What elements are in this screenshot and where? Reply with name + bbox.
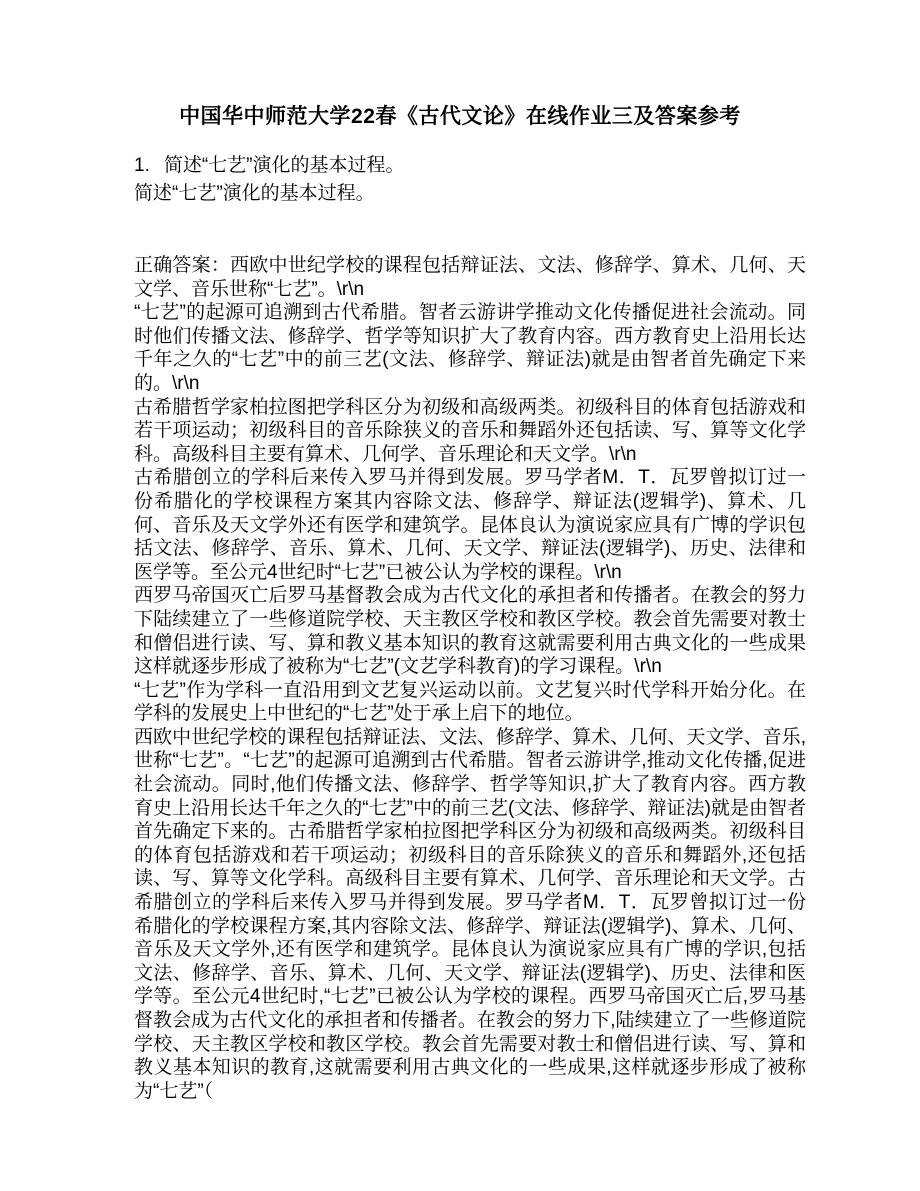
answer-paragraph: “七艺”作为学科一直沿用到文艺复兴运动以前。文艺复兴时代学科开始分化。在学科的发展史上中世纪的“七艺”处于承上启下的地位。 bbox=[134, 679, 806, 725]
answer-paragraph: “七艺”的起源可追溯到古代希腊。智者云游讲学推动文化传播促进社会流动。同时他们传播文法、修辞学、哲学等知识扩大了教育内容。西方教育史上沿用长达千年之久的“七艺”中的前三艺(文法、修辞学、辩证法)就是由智者首先确定下来的。\r\n bbox=[134, 302, 806, 394]
question-text: 简述“七艺”演化的基本过程。 bbox=[163, 155, 405, 176]
question-number: 1. bbox=[134, 155, 150, 176]
page-title: 中国华中师范大学22春《古代文论》在线作业三及答案参考 bbox=[179, 105, 741, 128]
answer-paragraph: 古希腊创立的学科后来传入罗马并得到发展。罗马学者M．T．瓦罗曾拟订过一份希腊化的学校课程方案其内容除文法、修辞学、辩证法(逻辑学)、算术、几何、音乐及天文学外还有医学和建筑学。昆体良认为演说家应具有广博的学识包括文法、修辞学、音乐、算术、几何、天文学、辩证法(逻辑学)、历史、法律和医学等。至公元4世纪时“七艺”已被公认为学校的课程。\r\n bbox=[134, 467, 806, 583]
question-repeat-line bbox=[134, 180, 806, 208]
answer-paragraph: 西罗马帝国灭亡后罗马基督教会成为古代文化的承担者和传播者。在教会的努力下陆续建立了一些修道院学校、天主教区学校和教区学校。教会首先需要对教士和僧侣进行读、写、算和教义基本知识的教育这就需要利用古典文化的一些成果这样就逐步形成了被称为“七艺”(文艺学科教育)的学习课程。\r\n bbox=[134, 585, 806, 678]
answer-paragraph: 正确答案：西欧中世纪学校的课程包括辩证法、文法、修辞学、算术、几何、天文学、音乐世称“七艺”。\r\n bbox=[134, 255, 806, 300]
question-repeat-text: 简述“七艺”演化的基本过程。 bbox=[134, 183, 375, 204]
question-block bbox=[134, 152, 806, 208]
answer-block bbox=[134, 254, 806, 1103]
answer-paragraph: 古希腊哲学家柏拉图把学科区分为初级和高级两类。初级科目的体育包括游戏和若干项运动；初级科目的音乐除狭义的音乐和舞蹈外还包括读、写、算等文化学科。高级科目主要有算术、几何学、音乐理论和天文学。\r\n bbox=[134, 396, 806, 465]
answer-paragraph: 西欧中世纪学校的课程包括辩证法、文法、修辞学、算术、几何、天文学、音乐,世称“七艺”。“七艺”的起源可追溯到古代希腊。智者云游讲学,推动文化传播,促进社会流动。同时,他们传播文法、修辞学、哲学等知识,扩大了教育内容。西方教育史上沿用长达千年之久的“七艺”中的前三艺(文法、修辞学、辩证法)就是由智者首先确定下来的。古希腊哲学家柏拉图把学科区分为初级和高级两类。初级科目的体育包括游戏和若干项运动；初级科目的音乐除狭义的音乐和舞蹈外,还包括读、写、算等文化学科。高级科目主要有算术、几何学、音乐理论和天文学。古希腊创立的学科后来传入罗马并得到发展。罗马学者M．T．瓦罗曾拟订过一份希腊化的学校课程方案,其内容除文法、修辞学、辩证法(逻辑学)、算术、几何、音乐及天文学外,还有医学和建筑学。昆体良认为演说家应具有广博的学识,包括文法、修辞学、音乐、算术、几何、天文学、辩证法(逻辑学)、历史、法律和医学等。至公元4世纪时,“七艺”已被公认为学校的课程。西罗马帝国灭亡后,罗马基督教会成为古代文化的承担者和传播者。在教会的努力下,陆续建立了一些修道院学校、天主教区学校和教区学校。教会首先需要对教士和僧侣进行读、写、算和教义基本知识的教育,这就需要利用古典文化的一些成果,这样就逐步形成了被称为“七艺”（ bbox=[134, 726, 806, 1102]
question-line bbox=[134, 152, 806, 180]
